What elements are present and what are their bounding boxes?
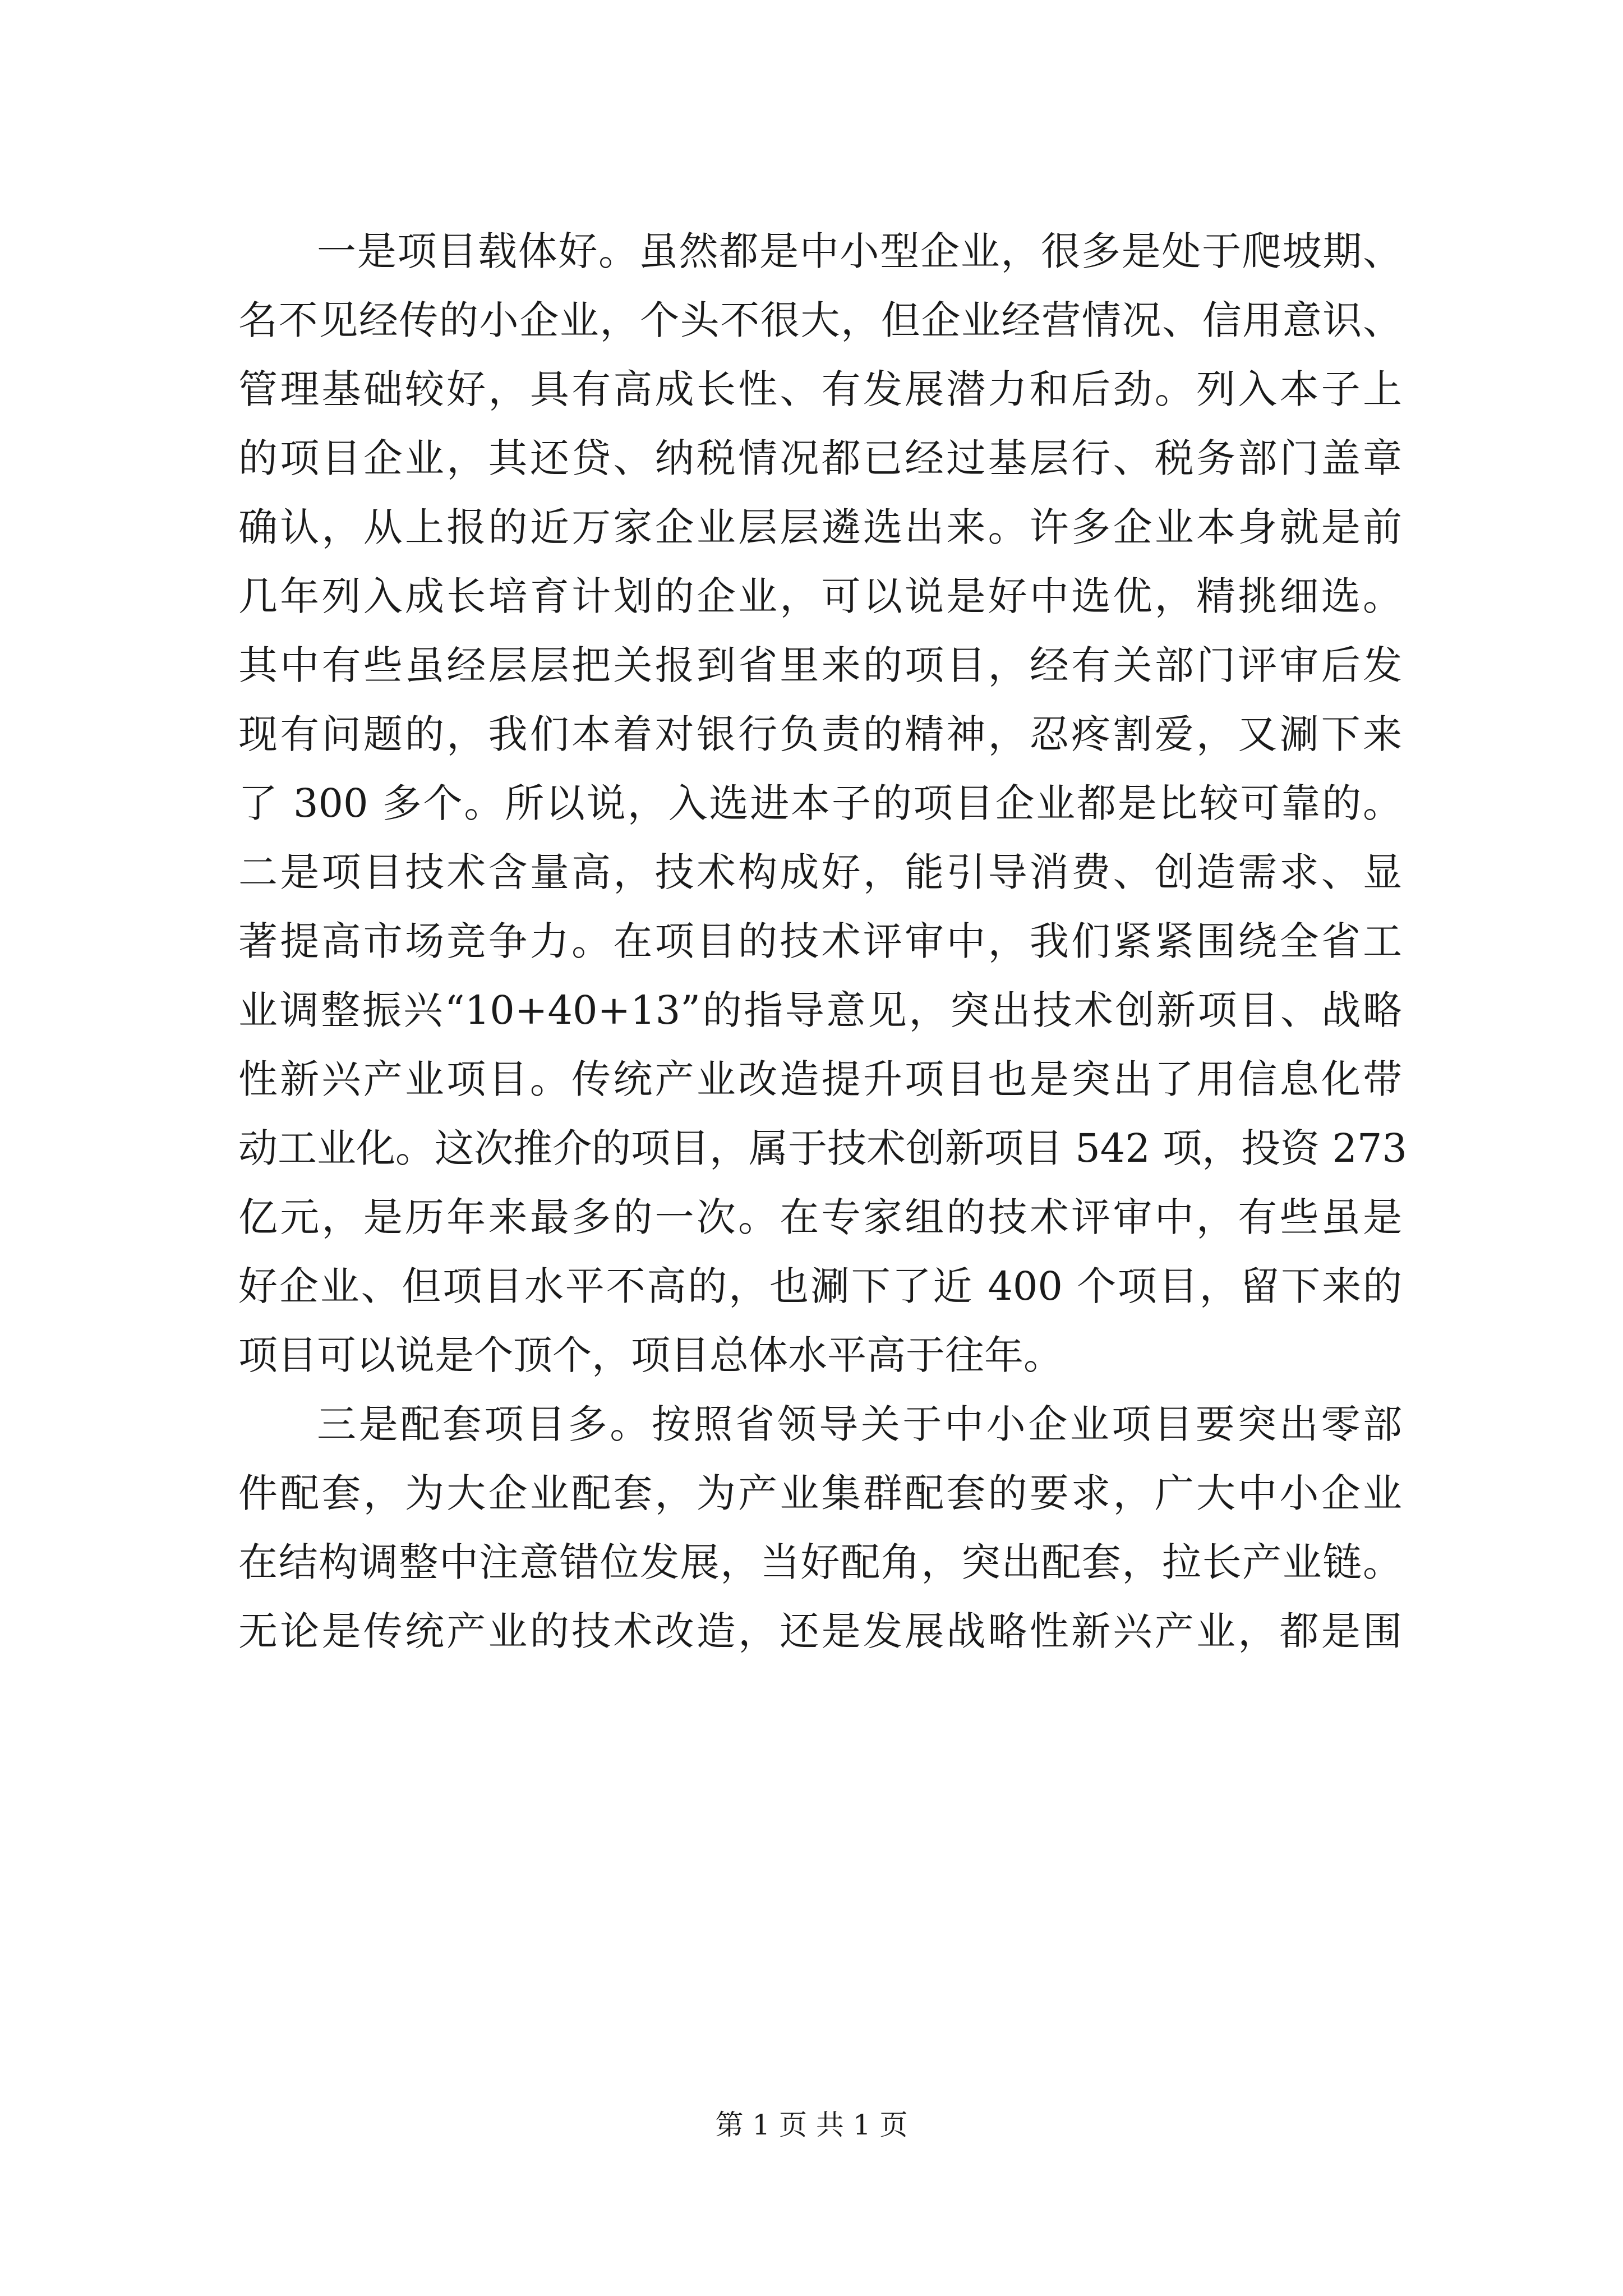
text-line: 项目可以说是个顶个，项目总体水平高于往年。 [238, 1332, 1063, 1378]
body-text [238, 217, 1407, 1666]
text-line: 动工业化。这次推介的项目，属于技术创新项目 542 项，投资 273 [238, 1125, 1407, 1171]
text-line: 件配套，为大企业配套，为产业集群配套的要求，广大中小企业 [238, 1470, 1402, 1516]
text-line: 管理基础较好，具有高成长性、有发展潜力和后劲。列入本子上 [238, 366, 1402, 412]
text-line: 在结构调整中注意错位发展，当好配角，突出配套，拉长产业链。 [238, 1539, 1402, 1585]
text-line: 其中有些虽经层层把关报到省里来的项目，经有关部门评审后发 [238, 642, 1402, 688]
text-line: 好企业、但项目水平不高的，也涮下了近 400 个项目，留下来的 [238, 1263, 1402, 1309]
text-line: 一是项目载体好。虽然都是中小型企业，很多是处于爬坡期、 [317, 228, 1402, 274]
text-line: 了 300 多个。所以说，入选进本子的项目企业都是比较可靠的。 [238, 780, 1402, 826]
page-footer: 第 1 页 共 1 页 [715, 2109, 908, 2141]
text-line: 几年列入成长培育计划的企业，可以说是好中选优，精挑细选。 [238, 573, 1402, 619]
text-line: 著提高市场竞争力。在项目的技术评审中，我们紧紧围绕全省工 [238, 918, 1402, 964]
text-line: 三是配套项目多。按照省领导关于中小企业项目要突出零部 [317, 1401, 1402, 1447]
text-line: 亿元，是历年来最多的一次。在专家组的技术评审中，有些虽是 [238, 1194, 1402, 1240]
text-line: 名不见经传的小企业，个头不很大，但企业经营情况、信用意识、 [238, 297, 1402, 343]
text-line: 的项目企业，其还贷、纳税情况都已经过基层行、税务部门盖章 [238, 435, 1402, 481]
text-line: 现有问题的，我们本着对银行负责的精神，忍疼割爱，又涮下来 [238, 711, 1402, 757]
text-line: 业调整振兴“10+40+13”的指导意见，突出技术创新项目、战略 [238, 987, 1402, 1033]
text-line: 确认，从上报的近万家企业层层遴选出来。许多企业本身就是前 [238, 504, 1402, 550]
text-line: 无论是传统产业的技术改造，还是发展战略性新兴产业，都是围 [238, 1608, 1402, 1654]
text-line: 性新兴产业项目。传统产业改造提升项目也是突出了用信息化带 [238, 1056, 1402, 1102]
text-line: 二是项目技术含量高，技术构成好，能引导消费、创造需求、显 [238, 849, 1402, 895]
